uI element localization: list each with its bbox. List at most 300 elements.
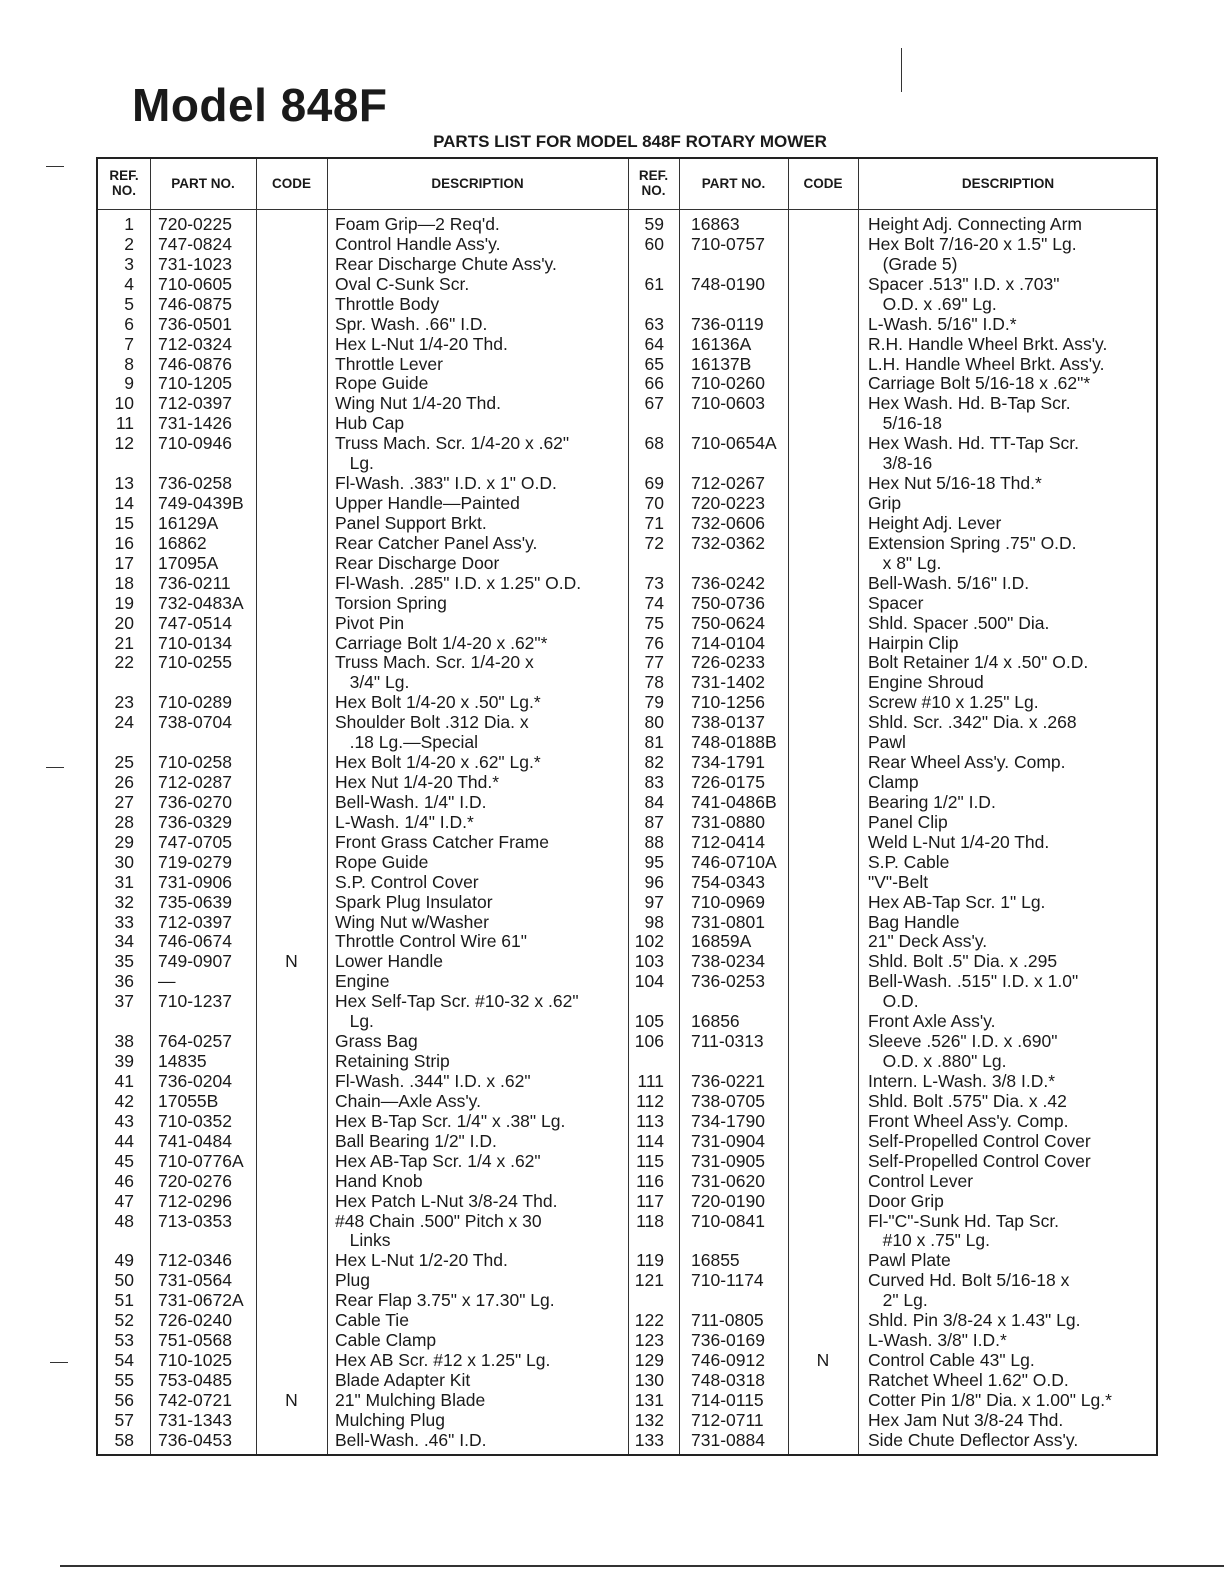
part-description: Wing Nut w/Washer xyxy=(335,911,489,932)
parts-list-subtitle: PARTS LIST FOR MODEL 848F ROTARY MOWER xyxy=(433,132,827,151)
ref-number: 97 xyxy=(644,891,664,912)
ref-number: 67 xyxy=(644,393,664,414)
part-number: 14835 xyxy=(158,1051,207,1072)
ref-number: 46 xyxy=(114,1170,134,1191)
part-description: Hex L-Nut 1/4-20 Thd. xyxy=(335,333,508,354)
part-number: — xyxy=(158,971,176,992)
ref-number: 73 xyxy=(644,572,664,593)
ref-number: 49 xyxy=(114,1250,134,1271)
part-number: 710-0352 xyxy=(158,1110,232,1131)
part-number: 735-0639 xyxy=(158,891,232,912)
part-description: Shld. Spacer .500" Dia. xyxy=(868,612,1050,633)
ref-number: 42 xyxy=(114,1090,134,1111)
part-number: 712-0287 xyxy=(158,772,232,793)
part-number: 753-0485 xyxy=(158,1369,232,1390)
part-description: x 8" Lg. xyxy=(868,552,942,573)
ref-number: 112 xyxy=(636,1090,664,1111)
part-description: Ratchet Wheel 1.62" O.D. xyxy=(868,1369,1069,1390)
ref-number: 78 xyxy=(644,672,664,693)
ref-number: 45 xyxy=(114,1150,134,1171)
ref-number: 48 xyxy=(114,1210,134,1231)
part-description: Pawl Plate xyxy=(868,1250,951,1271)
part-number: 726-0240 xyxy=(158,1310,232,1331)
part-description: Rear Flap 3.75" x 17.30" Lg. xyxy=(335,1290,555,1311)
part-number: 736-0258 xyxy=(158,473,232,494)
part-number: 732-0606 xyxy=(691,512,765,533)
part-number: 741-0486B xyxy=(691,791,777,812)
ref-number: 18 xyxy=(114,572,134,593)
part-number: 731-0672A xyxy=(158,1290,244,1311)
part-description: Rear Discharge Chute Ass'y. xyxy=(335,253,557,274)
ref-number: 35 xyxy=(114,951,134,972)
ref-number: 115 xyxy=(636,1150,664,1171)
part-number: 710-0776A xyxy=(158,1150,244,1171)
part-description: Truss Mach. Scr. 1/4-20 x xyxy=(335,652,534,673)
part-description: Fl-Wash. .344" I.D. x .62" xyxy=(335,1070,531,1091)
part-description: Extension Spring .75" O.D. xyxy=(868,532,1077,553)
part-number: 710-1256 xyxy=(691,692,765,713)
part-description: Panel Support Brkt. xyxy=(335,512,487,533)
part-number: 710-1025 xyxy=(158,1350,232,1370)
part-description: 21" Deck Ass'y. xyxy=(868,931,988,952)
part-number: 732-0362 xyxy=(691,532,765,553)
part-description: L-Wash. 5/16" I.D.* xyxy=(868,313,1017,334)
ref-number: 131 xyxy=(634,1389,664,1410)
part-number: 750-0624 xyxy=(691,612,765,633)
part-description: Rope Guide xyxy=(335,851,429,872)
ref-number: 11 xyxy=(115,413,134,434)
ref-number: 113 xyxy=(636,1110,664,1131)
ref-number: 57 xyxy=(114,1409,134,1430)
part-description: Spacer .513" I.D. x .703" xyxy=(868,273,1060,294)
ref-number: 114 xyxy=(636,1130,664,1151)
part-number: 720-0223 xyxy=(691,493,765,514)
part-description: Hex Self-Tap Scr. #10-32 x .62" xyxy=(335,991,579,1012)
part-number: 712-0267 xyxy=(691,473,765,494)
part-number: 751-0568 xyxy=(158,1330,232,1351)
ref-number: 37 xyxy=(114,991,134,1012)
part-description: O.D. x .880" Lg. xyxy=(868,1051,1007,1072)
part-description: Ball Bearing 1/2" I.D. xyxy=(335,1130,497,1151)
part-number: 748-0190 xyxy=(691,273,765,294)
part-description: Weld L-Nut 1/4-20 Thd. xyxy=(868,831,1050,852)
ref-number: 71 xyxy=(644,512,664,533)
ref-number: 83 xyxy=(644,772,664,793)
part-number: 736-0204 xyxy=(158,1070,232,1091)
ref-number: 31 xyxy=(114,871,134,892)
ref-number: 56 xyxy=(114,1389,134,1410)
ref-number: 43 xyxy=(114,1110,134,1131)
part-number: 731-1023 xyxy=(158,253,232,274)
ref-number: 84 xyxy=(644,791,664,812)
part-description: 2" Lg. xyxy=(868,1290,928,1311)
part-description: Wing Nut 1/4-20 Thd. xyxy=(335,393,502,414)
part-number: 712-0346 xyxy=(158,1250,232,1271)
part-number: 711-0805 xyxy=(691,1310,764,1331)
ref-number: 72 xyxy=(644,532,664,553)
part-number: 714-0104 xyxy=(691,632,765,653)
ref-number: 122 xyxy=(634,1310,664,1331)
part-description: Bell-Wash. .46" I.D. xyxy=(335,1429,487,1450)
part-number: 710-0841 xyxy=(691,1210,765,1231)
part-number: 719-0279 xyxy=(158,851,232,872)
margin-mark xyxy=(46,767,64,768)
part-description: Hex Wash. Hd. B-Tap Scr. xyxy=(868,393,1071,414)
part-number: 731-1343 xyxy=(158,1409,232,1430)
part-description: Cable Clamp xyxy=(335,1330,437,1351)
part-number: 764-0257 xyxy=(158,1031,232,1052)
part-number: 749-0907 xyxy=(158,951,232,972)
ref-number: 129 xyxy=(634,1350,664,1370)
part-number: 16859A xyxy=(691,931,752,952)
ref-number: 88 xyxy=(644,831,664,852)
ref-number: 38 xyxy=(114,1031,134,1052)
part-description: Hex Bolt 1/4-20 x .50" Lg.* xyxy=(335,692,541,713)
part-description: Hand Knob xyxy=(335,1170,423,1191)
header-code: CODE xyxy=(803,175,843,191)
ref-number: 117 xyxy=(636,1190,664,1211)
part-number: 731-0884 xyxy=(691,1429,765,1450)
ref-number: 34 xyxy=(114,931,134,952)
part-description: Screw #10 x 1.25" Lg. xyxy=(868,692,1039,713)
ref-number: 116 xyxy=(636,1170,664,1191)
part-description: Hex L-Nut 1/2-20 Thd. xyxy=(335,1250,508,1271)
part-number: 712-0414 xyxy=(691,831,765,852)
part-description: Hex Bolt 1/4-20 x .62" Lg.* xyxy=(335,752,541,773)
ref-number: 33 xyxy=(114,911,134,932)
part-number: 750-0736 xyxy=(691,592,765,613)
ref-number: 123 xyxy=(634,1330,664,1351)
part-number: 712-0296 xyxy=(158,1190,232,1211)
part-description: Side Chute Deflector Ass'y. xyxy=(868,1429,1079,1450)
column-divider xyxy=(858,159,859,1454)
part-number: 747-0705 xyxy=(158,831,232,852)
part-description: O.D. xyxy=(868,991,919,1012)
part-description: Rope Guide xyxy=(335,373,429,394)
part-number: 731-0801 xyxy=(691,911,765,932)
part-description: Carriage Bolt 5/16-18 x .62"* xyxy=(868,373,1091,394)
ref-number: 55 xyxy=(114,1369,134,1390)
ref-number: 52 xyxy=(114,1310,134,1331)
part-number: 746-0876 xyxy=(158,353,232,374)
part-number: 734-1791 xyxy=(691,752,765,773)
part-number: 17055B xyxy=(158,1090,219,1111)
column-divider xyxy=(679,159,680,1454)
part-description: Intern. L-Wash. 3/8 I.D.* xyxy=(868,1070,1056,1091)
part-description: .18 Lg.—Special xyxy=(335,732,478,753)
part-number: 710-1174 xyxy=(691,1270,764,1291)
part-description: Hex Patch L-Nut 3/8-24 Thd. xyxy=(335,1190,558,1211)
part-number: 713-0353 xyxy=(158,1210,232,1231)
part-number: 712-0711 xyxy=(691,1409,764,1430)
part-description: Lg. xyxy=(335,1011,374,1032)
part-number: 710-0969 xyxy=(691,891,765,912)
part-description: Lg. xyxy=(335,453,374,474)
ref-number: 47 xyxy=(114,1190,134,1211)
ref-number: 64 xyxy=(644,333,664,354)
ref-number: 111 xyxy=(637,1070,664,1091)
ref-number: 70 xyxy=(644,493,664,514)
part-description: Hex B-Tap Scr. 1/4" x .38" Lg. xyxy=(335,1110,566,1131)
ref-number: 19 xyxy=(114,592,134,613)
part-number: 736-0221 xyxy=(691,1070,765,1091)
part-number: 738-0704 xyxy=(158,712,232,733)
part-number: 16129A xyxy=(158,512,219,533)
part-number: 731-1402 xyxy=(691,672,765,693)
column-divider xyxy=(327,159,328,1454)
part-description: Rear Wheel Ass'y. Comp. xyxy=(868,752,1066,773)
part-number: 736-0270 xyxy=(158,791,232,812)
ref-number: 105 xyxy=(634,1011,664,1032)
ref-number: 81 xyxy=(644,732,664,753)
part-number: 731-0564 xyxy=(158,1270,232,1291)
part-description: Hex Nut 5/16-18 Thd.* xyxy=(868,473,1042,494)
part-number: 738-0137 xyxy=(691,712,765,733)
part-description: Rear Catcher Panel Ass'y. xyxy=(335,532,538,553)
part-number: 712-0324 xyxy=(158,333,232,354)
part-number: 720-0190 xyxy=(691,1190,765,1211)
part-number: 738-0705 xyxy=(691,1090,765,1111)
part-number: 731-0906 xyxy=(158,871,232,892)
part-number: 16856 xyxy=(691,1011,740,1032)
ref-number: 96 xyxy=(644,871,664,892)
part-description: Hairpin Clip xyxy=(868,632,959,653)
part-description: Hex AB Scr. #12 x 1.25" Lg. xyxy=(335,1350,551,1370)
part-description: Blade Adapter Kit xyxy=(335,1369,471,1390)
part-description: Rear Discharge Door xyxy=(335,552,500,573)
part-description: Shld. Bolt .5" Dia. x .295 xyxy=(868,951,1058,972)
part-description: "V"-Belt xyxy=(868,871,929,892)
part-description: Spacer xyxy=(868,592,924,613)
code-value: N xyxy=(285,951,298,972)
part-number: 747-0514 xyxy=(158,612,232,633)
part-number: 710-1205 xyxy=(158,373,232,394)
part-number: 736-0329 xyxy=(158,811,232,832)
ref-number: 106 xyxy=(634,1031,664,1052)
ref-number: 3 xyxy=(124,253,134,274)
ref-number: 36 xyxy=(114,971,134,992)
part-description: Door Grip xyxy=(868,1190,944,1211)
ref-number: 15 xyxy=(114,512,134,533)
part-number: 734-1790 xyxy=(691,1110,765,1131)
ref-number: 26 xyxy=(114,772,134,793)
part-description: Foam Grip—2 Req'd. xyxy=(335,214,500,234)
ref-number: 12 xyxy=(114,433,134,454)
ref-number: 75 xyxy=(644,612,664,633)
part-number: 710-0258 xyxy=(158,752,232,773)
ref-number: 6 xyxy=(124,313,134,334)
ref-number: 20 xyxy=(114,612,134,633)
ref-number: 23 xyxy=(114,692,134,713)
part-description: O.D. x .69" Lg. xyxy=(868,293,997,314)
ref-number: 10 xyxy=(114,393,134,414)
part-number: 726-0233 xyxy=(691,652,765,673)
part-number: 711-0313 xyxy=(691,1031,764,1052)
part-number: 710-1237 xyxy=(158,991,232,1012)
part-number: 731-0880 xyxy=(691,811,765,832)
part-number: 712-0397 xyxy=(158,393,232,414)
ref-number: 2 xyxy=(124,233,134,254)
part-description: L-Wash. 3/8" I.D.* xyxy=(868,1330,1007,1351)
part-description: Panel Clip xyxy=(868,811,948,832)
part-description: Torsion Spring xyxy=(335,592,447,613)
ref-number: 68 xyxy=(644,433,664,454)
part-number: 746-0674 xyxy=(158,931,232,952)
part-description: Fl-Wash. .383" I.D. x 1" O.D. xyxy=(335,473,557,494)
part-number: 714-0115 xyxy=(691,1389,764,1410)
part-number: 720-0225 xyxy=(158,214,232,234)
part-number: 710-0134 xyxy=(158,632,232,653)
code-value: N xyxy=(816,1350,830,1370)
part-number: 17095A xyxy=(158,552,219,573)
ref-number: 63 xyxy=(644,313,664,334)
part-description: Truss Mach. Scr. 1/4-20 x .62" xyxy=(335,433,570,454)
part-description: Height Adj. Connecting Arm xyxy=(868,214,1083,234)
part-description: Carriage Bolt 1/4-20 x .62"* xyxy=(335,632,548,653)
ref-number: 80 xyxy=(644,712,664,733)
part-number: 747-0824 xyxy=(158,233,232,254)
ref-number: 27 xyxy=(114,791,134,812)
ref-number: 28 xyxy=(114,811,134,832)
part-description: Shoulder Bolt .312 Dia. x xyxy=(335,712,529,733)
part-number: 736-0242 xyxy=(691,572,765,593)
part-number: 710-0946 xyxy=(158,433,232,454)
ref-number: 13 xyxy=(114,473,134,494)
part-description: Shld. Scr. .342" Dia. x .268 xyxy=(868,712,1077,733)
part-description: 21" Mulching Blade xyxy=(335,1389,486,1410)
part-number: 736-0119 xyxy=(691,313,764,334)
part-description: Self-Propelled Control Cover xyxy=(868,1150,1091,1171)
part-description: Bag Handle xyxy=(868,911,960,932)
header-part: PART NO. xyxy=(171,175,235,191)
part-number: 754-0343 xyxy=(691,871,765,892)
part-description: Front Axle Ass'y. xyxy=(868,1011,996,1032)
parts-table xyxy=(96,157,1158,1456)
ref-number: 69 xyxy=(644,473,664,494)
ref-number: 60 xyxy=(644,233,664,254)
part-number: 731-0904 xyxy=(691,1130,765,1151)
ref-number: 121 xyxy=(634,1270,664,1291)
part-description: S.P. Control Cover xyxy=(335,871,479,892)
ref-number: 9 xyxy=(124,373,134,394)
part-description: #10 x .75" Lg. xyxy=(868,1230,990,1251)
part-description: Height Adj. Lever xyxy=(868,512,1002,533)
part-number: 748-0188B xyxy=(691,732,777,753)
part-number: 710-0255 xyxy=(158,652,232,673)
part-number: 738-0234 xyxy=(691,951,765,972)
margin-mark xyxy=(46,166,64,167)
header-code: CODE xyxy=(271,175,311,191)
part-number: 16862 xyxy=(158,532,207,553)
part-description: Grass Bag xyxy=(335,1031,418,1052)
part-description: R.H. Handle Wheel Brkt. Ass'y. xyxy=(868,333,1108,354)
part-description: Sleeve .526" I.D. x .690" xyxy=(868,1031,1058,1052)
ref-number: 7 xyxy=(124,333,134,354)
ref-number: 5 xyxy=(124,293,134,314)
part-description: Bell-Wash. .515" I.D. x 1.0" xyxy=(868,971,1079,992)
ref-number: 130 xyxy=(634,1369,664,1390)
part-description: Spark Plug Insulator xyxy=(335,891,493,912)
part-number: 710-0260 xyxy=(691,373,765,394)
ref-number: 103 xyxy=(634,951,664,972)
part-description: Hex AB-Tap Scr. 1" Lg. xyxy=(868,891,1046,912)
part-description: 3/8-16 xyxy=(868,453,933,474)
part-number: 732-0483A xyxy=(158,592,244,613)
part-description: Hex Bolt 7/16-20 x 1.5" Lg. xyxy=(868,233,1077,254)
part-description: Hex Nut 1/4-20 Thd.* xyxy=(335,772,500,793)
part-number: 16855 xyxy=(691,1250,740,1271)
ref-number: 51 xyxy=(114,1290,134,1311)
part-number: 710-0605 xyxy=(158,273,232,294)
ref-number: 102 xyxy=(634,931,664,952)
part-number: 736-0501 xyxy=(158,313,232,334)
part-description: L-Wash. 1/4" I.D.* xyxy=(335,811,474,832)
header-part: PART NO. xyxy=(701,175,766,191)
part-number: 749-0439B xyxy=(158,493,244,514)
part-number: 731-0620 xyxy=(691,1170,765,1191)
part-description: Throttle Lever xyxy=(335,353,443,374)
part-number: 710-0289 xyxy=(158,692,232,713)
part-description: L.H. Handle Wheel Brkt. Ass'y. xyxy=(868,353,1105,374)
part-description: Grip xyxy=(868,493,902,514)
part-number: 746-0875 xyxy=(158,293,232,314)
ref-number: 24 xyxy=(114,712,134,733)
part-number: 710-0654A xyxy=(691,433,777,454)
part-description: Upper Handle—Painted xyxy=(335,493,520,514)
part-number: 710-0603 xyxy=(691,393,765,414)
ref-number: 29 xyxy=(114,831,134,852)
ref-number: 119 xyxy=(636,1250,664,1271)
part-description: 3/4" Lg. xyxy=(335,672,410,693)
header-description: DESCRIPTION xyxy=(431,175,524,191)
ref-number: 1 xyxy=(124,214,134,234)
ref-number: 59 xyxy=(644,214,664,234)
part-number: 731-0905 xyxy=(691,1150,765,1171)
ref-number: 66 xyxy=(644,373,664,394)
part-description: Spr. Wash. .66" I.D. xyxy=(335,313,488,334)
part-number: 736-0453 xyxy=(158,1429,232,1450)
part-description: Cotter Pin 1/8" Dia. x 1.00" Lg.* xyxy=(868,1389,1112,1410)
part-number: 742-0721 xyxy=(158,1389,232,1410)
part-description: Bell-Wash. 5/16" I.D. xyxy=(868,572,1030,593)
page-title: Model 848F xyxy=(132,79,388,131)
part-number: 16863 xyxy=(691,214,740,234)
part-description: Bearing 1/2" I.D. xyxy=(868,791,996,812)
ref-number: 8 xyxy=(124,353,134,374)
part-description: Throttle Control Wire 61" xyxy=(335,931,527,952)
part-description: Engine Shroud xyxy=(868,672,984,693)
column-divider xyxy=(150,159,151,1454)
ref-number: 14 xyxy=(114,493,134,514)
part-description: Chain—Axle Ass'y. xyxy=(335,1090,481,1111)
margin-mark xyxy=(50,1362,68,1363)
code-value: N xyxy=(285,1389,298,1410)
part-description: Shld. Bolt .575" Dia. x .42 xyxy=(868,1090,1067,1111)
part-number: 741-0484 xyxy=(158,1130,232,1151)
bottom-rule xyxy=(60,1565,1224,1567)
ref-number: 54 xyxy=(114,1350,134,1370)
part-description: Control Lever xyxy=(868,1170,974,1191)
part-description: Retaining Strip xyxy=(335,1051,450,1072)
part-number: 746-0912 xyxy=(691,1350,765,1370)
ref-number: 76 xyxy=(644,632,664,653)
part-description: Oval C-Sunk Scr. xyxy=(335,273,470,294)
column-divider xyxy=(788,159,789,1454)
part-description: Mulching Plug xyxy=(335,1409,445,1430)
ref-number: 53 xyxy=(114,1330,134,1351)
ref-number: 17 xyxy=(114,552,134,573)
part-number: 736-0211 xyxy=(158,572,231,593)
